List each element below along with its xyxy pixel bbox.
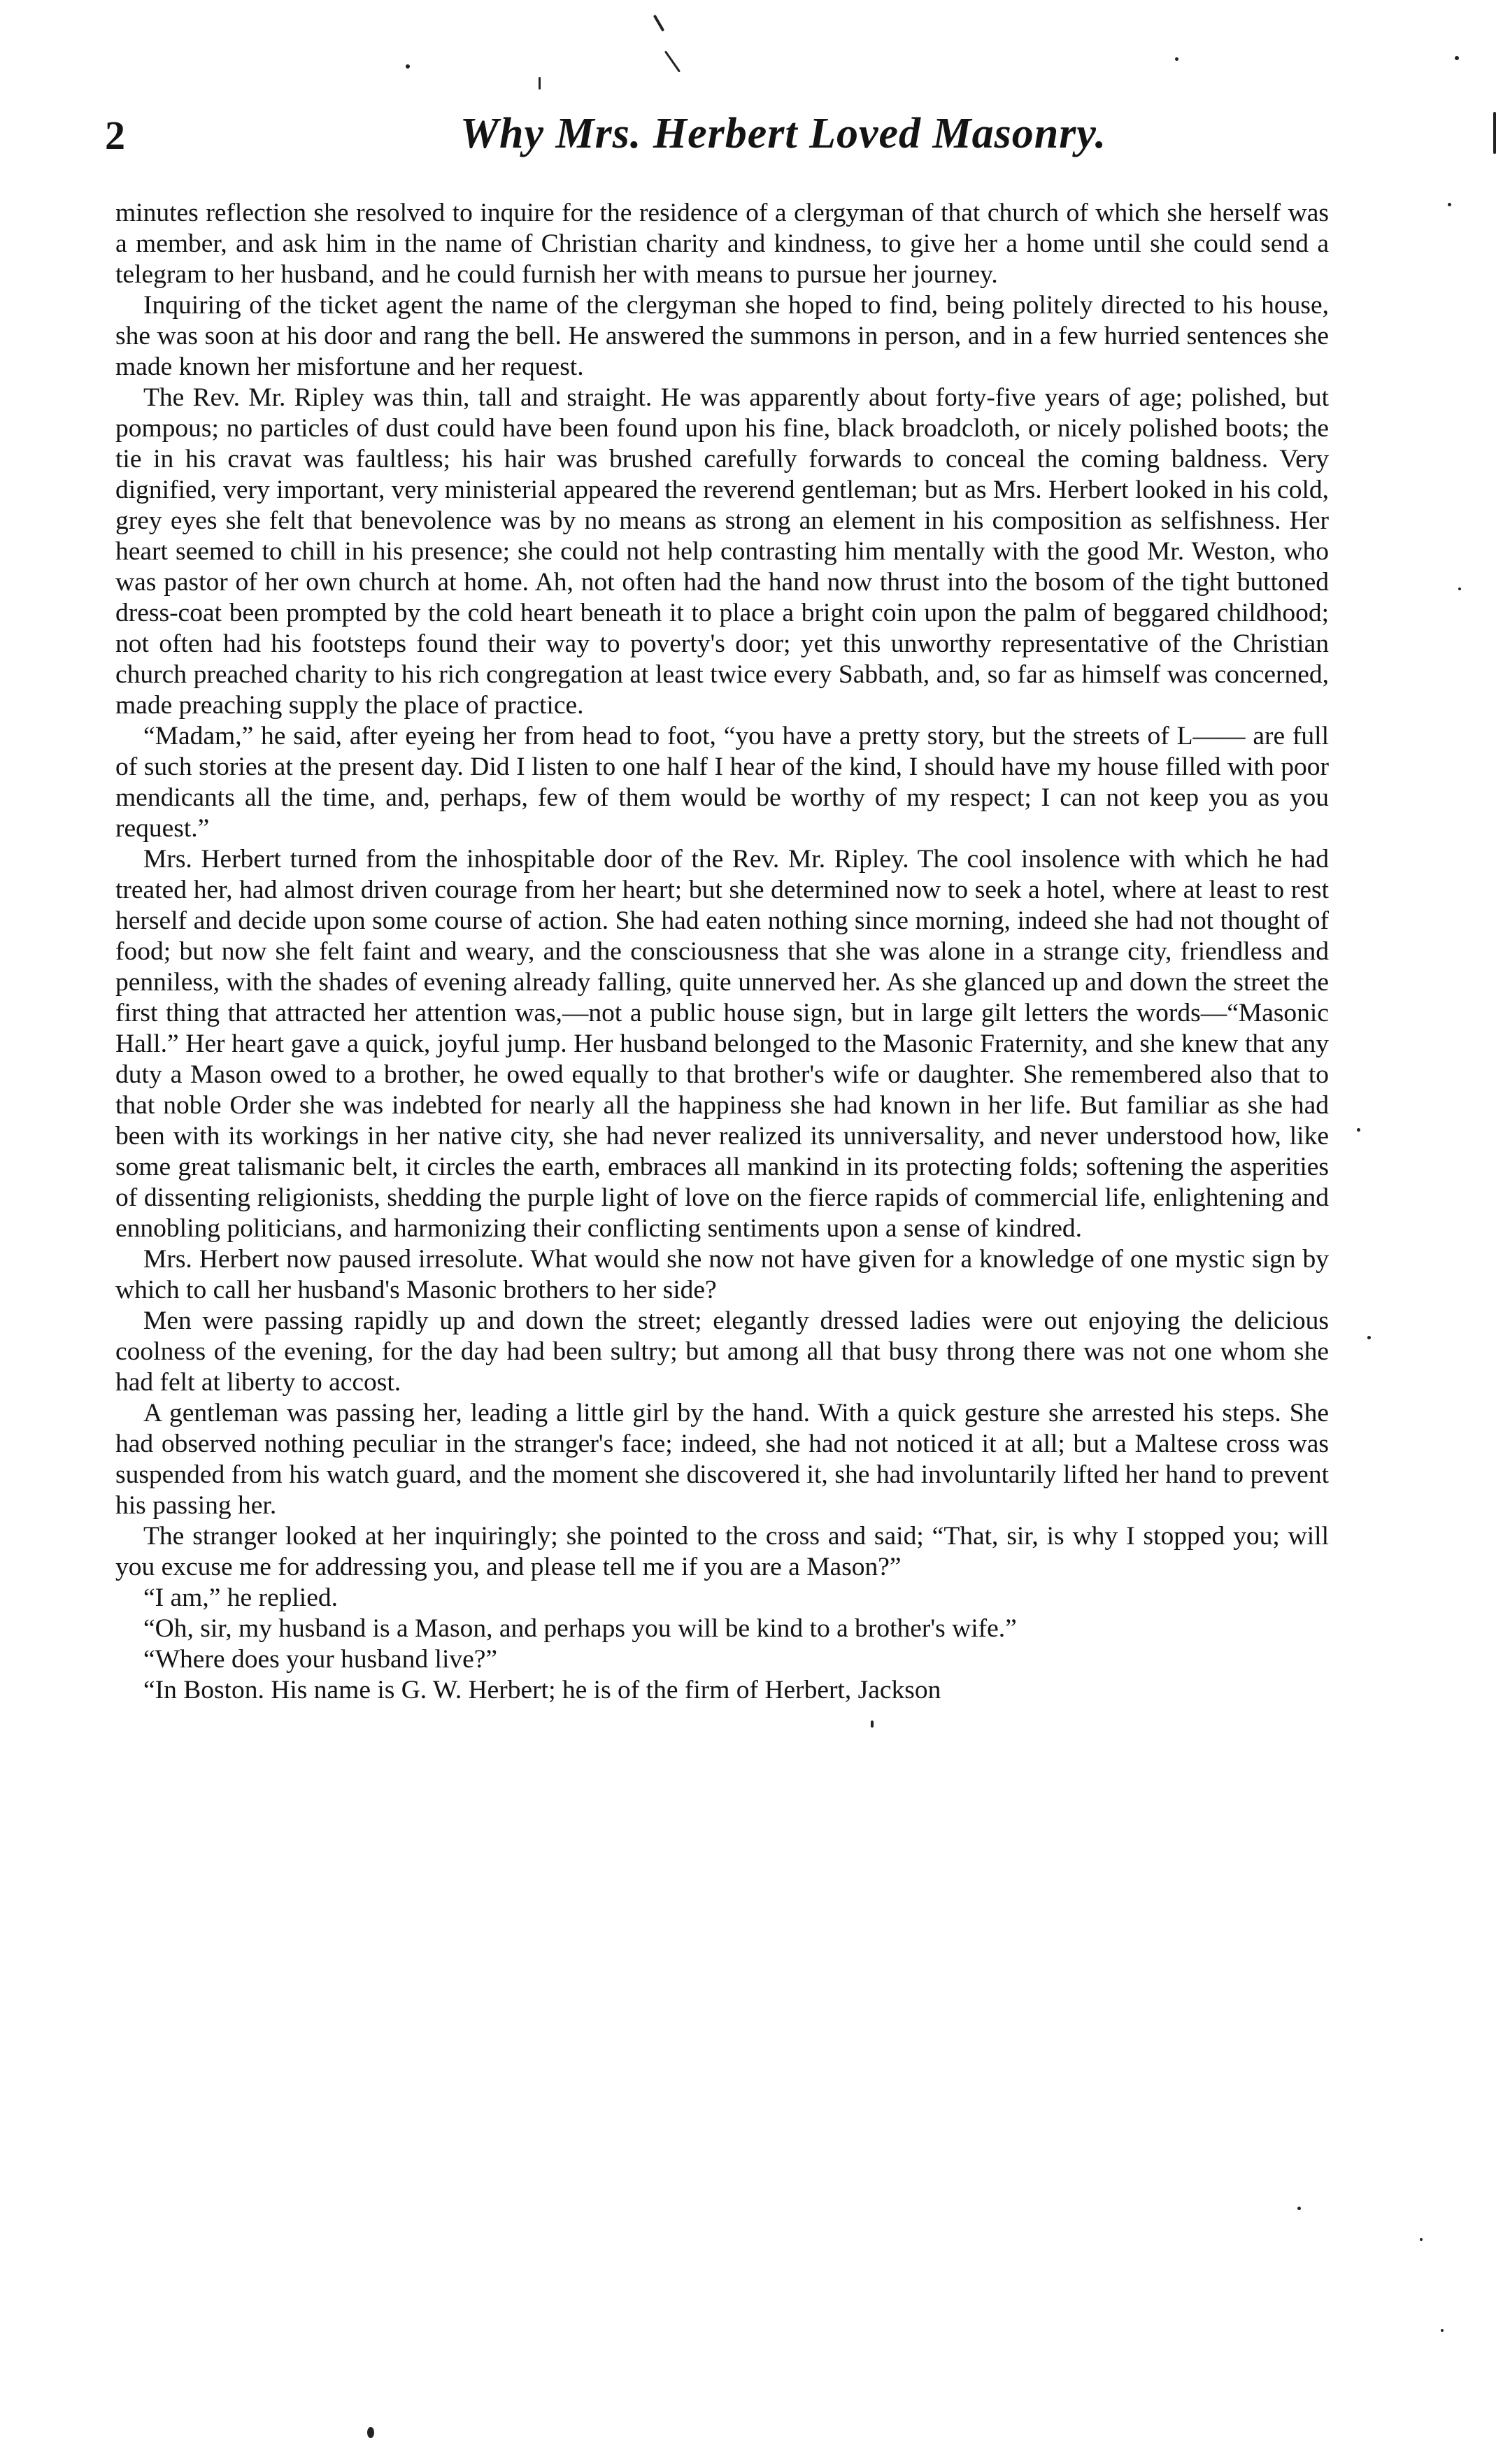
- scan-speck: [1441, 2329, 1444, 2332]
- body-text: [115, 198, 1329, 1706]
- paragraph: The Rev. Mr. Ripley was thin, tall and straight. He was apparently about forty-five years of age; polished, but pompous; no particles of dust could have been found upon his fine, black broadcloth, or nicely polished boots; the tie in his cravat was faultless; his hair was brushed carefully forwards to conceal the coming baldness. Very dignified, very important, very ministerial appeared the reverend gentleman; but as Mrs. Herbert looked in his cold, grey eyes she felt that benevolence was by no means as strong an element in his composition as selfishness. Her heart seemed to chill in his presence; she could not help contrasting him mentally with the good Mr. Weston, who was pastor of her own church at home. Ah, not often had the hand now thrust into the bosom of the tight buttoned dress-coat been prompted by the cold heart beneath it to place a bright coin upon the palm of beggared childhood; not often had his footsteps found their way to poverty's door; yet this unworthy representative of the Christian church preached charity to his rich congregation at least twice every Sabbath, and, so far as himself was concerned, made preaching supply the place of practice.: [115, 383, 1329, 720]
- scan-speck: [664, 50, 681, 72]
- scan-speck: [1493, 112, 1496, 154]
- paragraph: minutes reflection she resolved to inquire for the residence of a clergyman of that church of which she herself was a member, and ask him in the name of Christian charity and kindness, to give her a home until she could send a telegram to her husband, and he could furnish her with means to pursue her journey.: [115, 199, 1329, 289]
- paragraph: Mrs. Herbert now paused irresolute. What would she now not have given for a knowledge of one mystic sign by which to call her husband's Masonic brothers to her side?: [115, 1245, 1329, 1304]
- paragraph: “Madam,” he said, after eyeing her from head to foot, “you have a pretty story, but the streets of L—— are full of such stories at the present day. Did I listen to one half I hear of the kind, I should have my house filled with poor mendicants all the time, and, perhaps, few of them would be worthy of my respect; I can not keep you as you request.”: [115, 722, 1329, 843]
- scan-speck: [1420, 2238, 1423, 2241]
- paragraph: The stranger looked at her inquiringly; she pointed to the cross and said; “That, sir, is why I stopped you; will you excuse me for addressing you, and please tell me if you are a Mason?”: [115, 1522, 1329, 1581]
- scan-speck: [1175, 57, 1178, 61]
- page-number: 2: [105, 113, 125, 158]
- paragraph: “Oh, sir, my husband is a Mason, and perhaps you will be kind to a brother's wife.”: [143, 1614, 1017, 1643]
- scan-speck: [367, 2427, 374, 2438]
- paragraph: Men were passing rapidly up and down the street; elegantly dressed ladies were out enjoying the delicious coolness of the evening, for the day had been sultry; but among all that busy throng there was not one whom she had felt at liberty to accost.: [115, 1306, 1329, 1397]
- paragraph: Mrs. Herbert turned from the inhospitable door of the Rev. Mr. Ripley. The cool insolence with which he had treated her, had almost driven courage from her heart; but she determined now to seek a hotel, where at least to rest herself and decide upon some course of action. She had eaten nothing since morning, indeed she had not thought of food; but now she felt faint and weary, and the consciousness that she was alone in a strange city, friendless and penniless, with the shades of evening already falling, quite unnerved her. As she glanced up and down the street the first thing that attracted her attention was,—not a public house sign, but in large gilt letters the words—“Masonic Hall.” Her heart gave a quick, joyful jump. Her husband belonged to the Masonic Fraternity, and she knew that any duty a Mason owed to a brother, he owed equally to that brother's wife or daughter. She remembered also that to that noble Order she was indebted for nearly all the happiness she had known in her life. But familiar as she had been with its workings in her native city, she had never realized its unniversality, and never understood how, like some great talismanic belt, it circles the earth, embraces all mankind in its protecting folds; softening the asperities of dissenting religionists, shedding the purple light of love on the fierce rapids of commercial life, enlightening and ennobling politicians, and harmonizing their conflicting sentiments upon a sense of kindred.: [115, 845, 1329, 1243]
- scan-speck: [653, 15, 664, 32]
- paragraph: A gentleman was passing her, leading a little girl by the hand. With a quick gesture she arrested his steps. She had observed nothing peculiar in the stranger's face; indeed, she had not noticed it at all; but a Maltese cross was suspended from his watch guard, and the moment she discovered it, she had involuntarily lifted her hand to prevent his passing her.: [115, 1399, 1329, 1520]
- scan-speck: [1297, 2207, 1301, 2210]
- scan-speck: [406, 64, 410, 69]
- paragraph: Inquiring of the ticket agent the name of the clergyman she hoped to find, being politely directed to his house, she was soon at his door and rang the bell. He answered the summons in person, and in a few hurried sentences she made known her misfortune and her request.: [115, 291, 1329, 381]
- scan-speck: [539, 77, 541, 90]
- scan-speck: [871, 1721, 874, 1728]
- running-title: Why Mrs. Herbert Loved Masonry.: [460, 110, 1107, 157]
- scan-speck: [1448, 203, 1451, 206]
- scan-speck: [1357, 1128, 1360, 1132]
- scan-speck: [1367, 1336, 1371, 1339]
- paragraph: “I am,” he replied.: [143, 1583, 338, 1612]
- scan-speck: [1455, 56, 1459, 60]
- paragraph: “In Boston. His name is G. W. Herbert; he is of the firm of Herbert, Jackson: [143, 1676, 941, 1704]
- paragraph: “Where does your husband live?”: [143, 1645, 498, 1674]
- scan-speck: [1458, 587, 1461, 590]
